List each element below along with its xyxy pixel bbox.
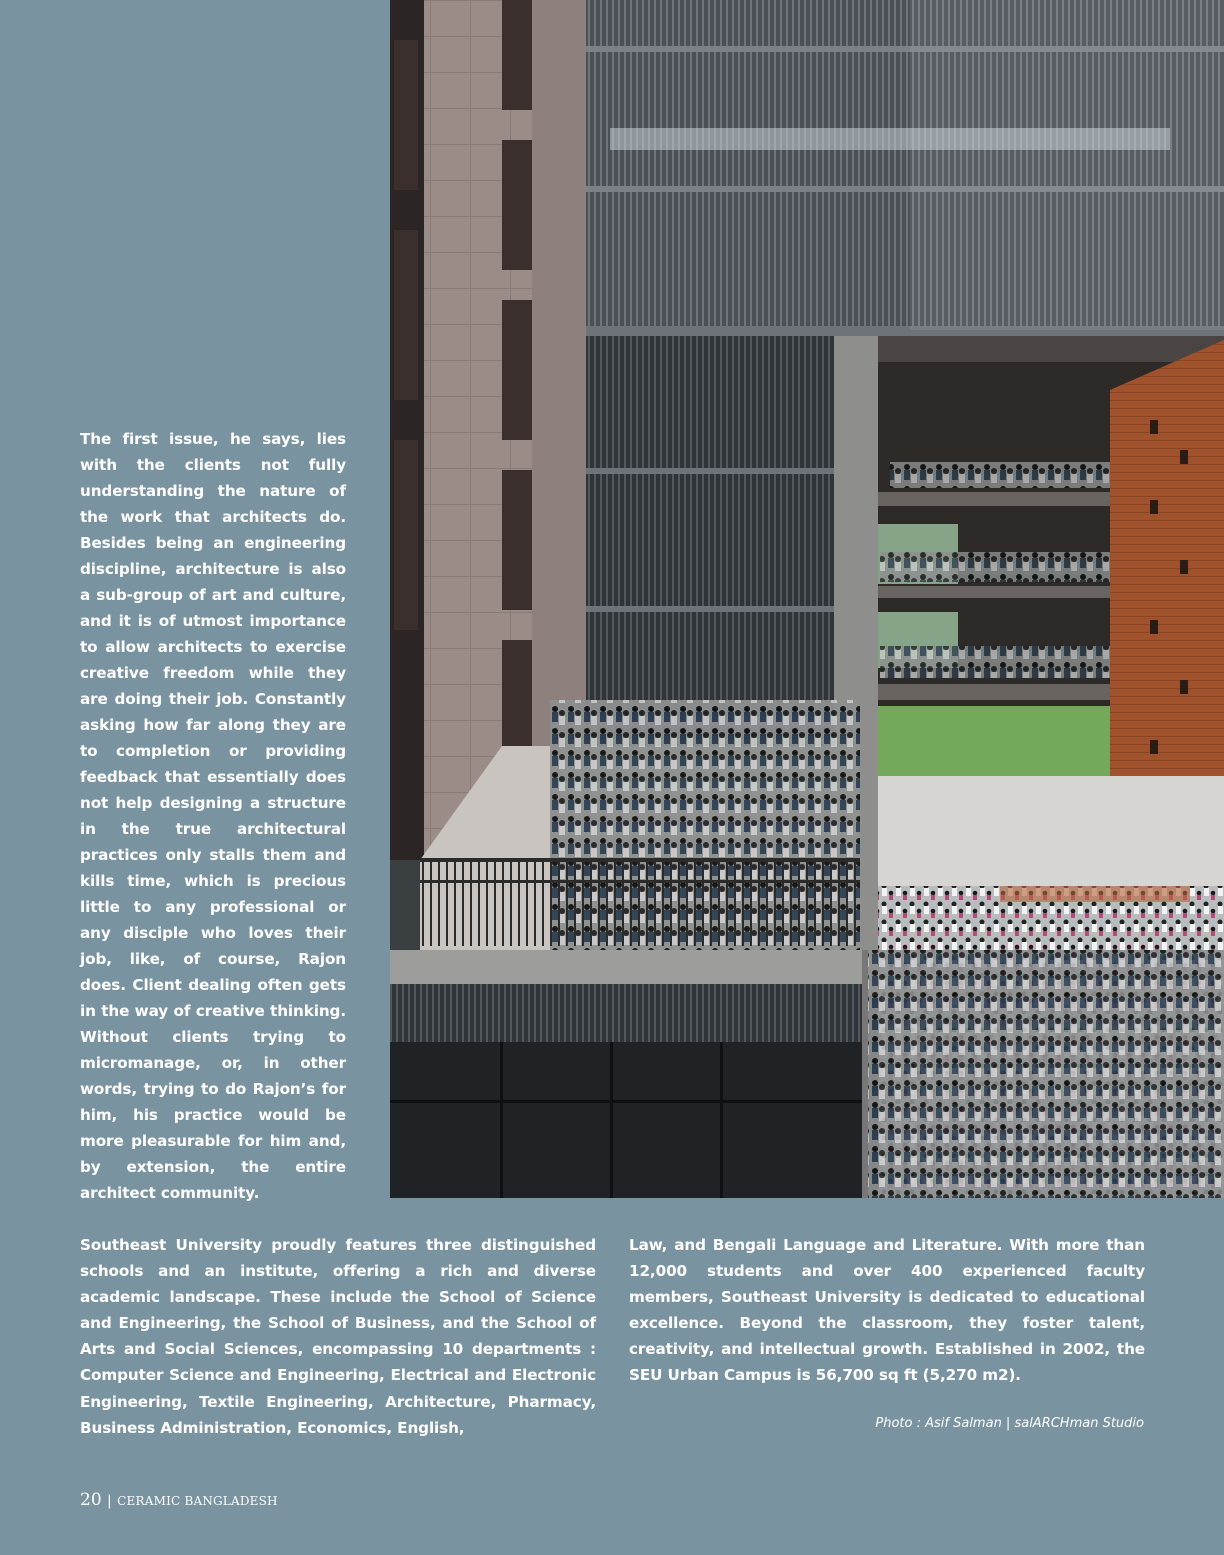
photo-credit: Photo : Asif Salman | salARCHman Studio: [875, 1416, 1144, 1431]
left-column-paragraph: The first issue, he says, lies with the clients not fully understanding the nature of the work that architects do. Besides being an engineering discipline, architecture is also a sub-group of art and culture, and it is of utmost importance to allow architects to exercise creative freedom while they are doing their job. Constantly asking how far along they are to completion or providing feedback that essentially does not help designing a structure in the true architectural practices only stalls them and kills time, which is precious little to any professional or any disciple who loves their job, like, of course, Rajon does. Client dealing often gets in the way of creative thinking. Without clients trying to micromanage, or, in other words, trying to do Rajon’s for him, his practice would be more pleasurable for him and, by extension, the entire architect community.: [80, 430, 346, 1202]
page-footer: [80, 1490, 278, 1510]
bottom-right-paragraph: Law, and Bengali Language and Literature. With more than 12,000 students and over 400 experienced faculty members, Southeast University is dedicated to educational excellence. Beyond the classroom, they foster talent, creativity, and intellectual growth. Established in 2002, the SEU Urban Campus is 56,700 sq ft (5,270 m2).: [629, 1236, 1145, 1385]
footer-separator: |: [107, 1493, 112, 1509]
page-number: 20: [80, 1490, 102, 1510]
atrium-photo: [390, 0, 1224, 1198]
bottom-left-paragraph: Southeast University proudly features three distinguished schools and an institute, offering a rich and diverse academic landscape. These include the School of Science and Engineering, the School of Business, and the School of Arts and Social Sciences, encompassing 10 departments : Computer Science and Engineering, Electrical and Electronic Engineering, Textile Engineering, Architecture, Pharmacy, Business Administration, Economics, English,: [80, 1236, 596, 1437]
atrium-illustration: [390, 0, 1224, 1198]
magazine-name: CERAMIC BANGLADESH: [117, 1494, 278, 1508]
